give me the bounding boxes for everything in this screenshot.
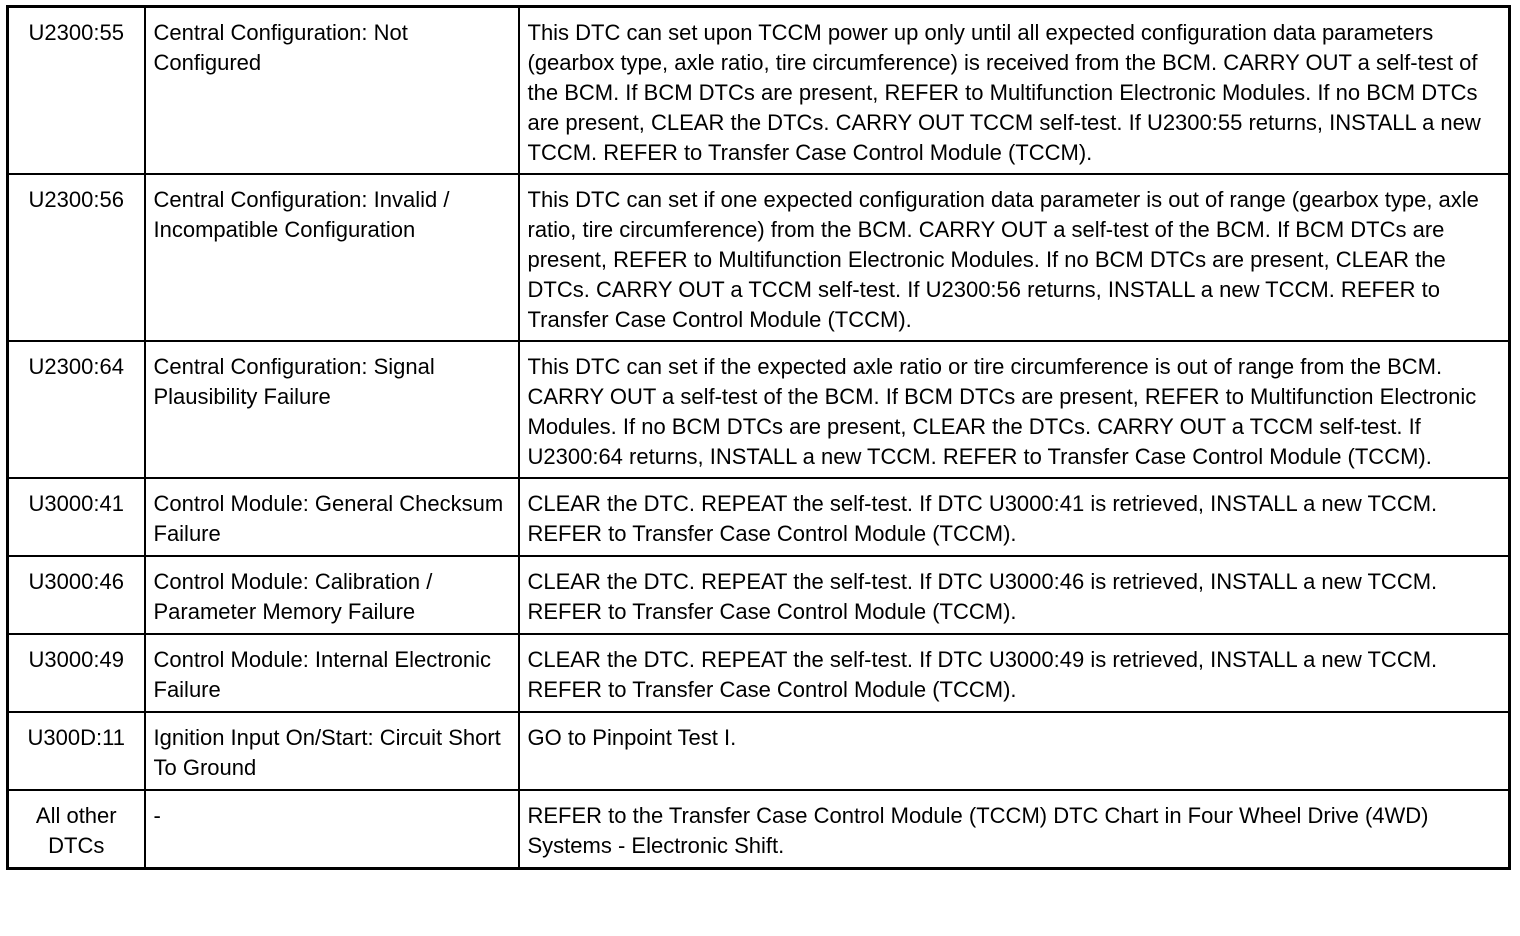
dtc-action-cell: CLEAR the DTC. REPEAT the self-test. If DTC U3000:46 is retrieved, INSTALL a new TCCM. REFER to Transfer Case Control Module (TCCM). (519, 556, 1510, 634)
dtc-description-cell: Central Configuration: Signal Plausibility Failure (145, 341, 519, 478)
dtc-code-cell: All other DTCs (8, 790, 145, 868)
dtc-description-cell: Central Configuration: Invalid / Incompatible Configuration (145, 174, 519, 341)
dtc-table (6, 5, 1511, 870)
dtc-description-cell: Central Configuration: Not Configured (145, 7, 519, 175)
dtc-table-body (8, 7, 1510, 869)
dtc-action-cell: REFER to the Transfer Case Control Module (TCCM) DTC Chart in Four Wheel Drive (4WD) Systems - Electronic Shift. (519, 790, 1510, 868)
dtc-code-cell: U2300:55 (8, 7, 145, 175)
dtc-action-cell: CLEAR the DTC. REPEAT the self-test. If DTC U3000:41 is retrieved, INSTALL a new TCCM. REFER to Transfer Case Control Module (TCCM). (519, 478, 1510, 556)
dtc-description-cell: Ignition Input On/Start: Circuit Short To Ground (145, 712, 519, 790)
dtc-action-cell: This DTC can set if the expected axle ratio or tire circumference is out of range from the BCM. CARRY OUT a self-test of the BCM. If BCM DTCs are present, REFER to Multifunction Electronic Modules. If no BCM DTCs are present, CLEAR the DTCs. CARRY OUT a TCCM self-test. If U2300:64 returns, INSTALL a new TCCM. REFER to Transfer Case Control Module (TCCM). (519, 341, 1510, 478)
dtc-code-cell: U3000:41 (8, 478, 145, 556)
table-row (8, 341, 1510, 478)
dtc-description-cell: Control Module: Internal Electronic Failure (145, 634, 519, 712)
dtc-action-cell: CLEAR the DTC. REPEAT the self-test. If DTC U3000:49 is retrieved, INSTALL a new TCCM. REFER to Transfer Case Control Module (TCCM). (519, 634, 1510, 712)
table-row (8, 478, 1510, 556)
dtc-action-cell: GO to Pinpoint Test I. (519, 712, 1510, 790)
dtc-code-cell: U3000:49 (8, 634, 145, 712)
dtc-code-cell: U2300:64 (8, 341, 145, 478)
dtc-code-cell: U2300:56 (8, 174, 145, 341)
dtc-code-cell: U3000:46 (8, 556, 145, 634)
dtc-action-cell: This DTC can set if one expected configuration data parameter is out of range (gearbox type, axle ratio, tire circumference) from the BCM. CARRY OUT a self-test of the BCM. If BCM DTCs are present, REFER to Multifunction Electronic Modules. If no BCM DTCs are present, CLEAR the DTCs. CARRY OUT a TCCM self-test. If U2300:56 returns, INSTALL a new TCCM. REFER to Transfer Case Control Module (TCCM). (519, 174, 1510, 341)
table-row (8, 634, 1510, 712)
table-row (8, 790, 1510, 868)
table-row (8, 174, 1510, 341)
dtc-description-cell: - (145, 790, 519, 868)
dtc-description-cell: Control Module: Calibration / Parameter Memory Failure (145, 556, 519, 634)
table-row (8, 712, 1510, 790)
dtc-description-cell: Control Module: General Checksum Failure (145, 478, 519, 556)
table-row (8, 7, 1510, 175)
dtc-code-cell: U300D:11 (8, 712, 145, 790)
table-row (8, 556, 1510, 634)
dtc-action-cell: This DTC can set upon TCCM power up only until all expected configuration data parameters (gearbox type, axle ratio, tire circumference) is received from the BCM. CARRY OUT a self-test of the BCM. If BCM DTCs are present, REFER to Multifunction Electronic Modules. If no BCM DTCs are present, CLEAR the DTCs. CARRY OUT TCCM self-test. If U2300:55 returns, INSTALL a new TCCM. REFER to Transfer Case Control Module (TCCM). (519, 7, 1510, 175)
